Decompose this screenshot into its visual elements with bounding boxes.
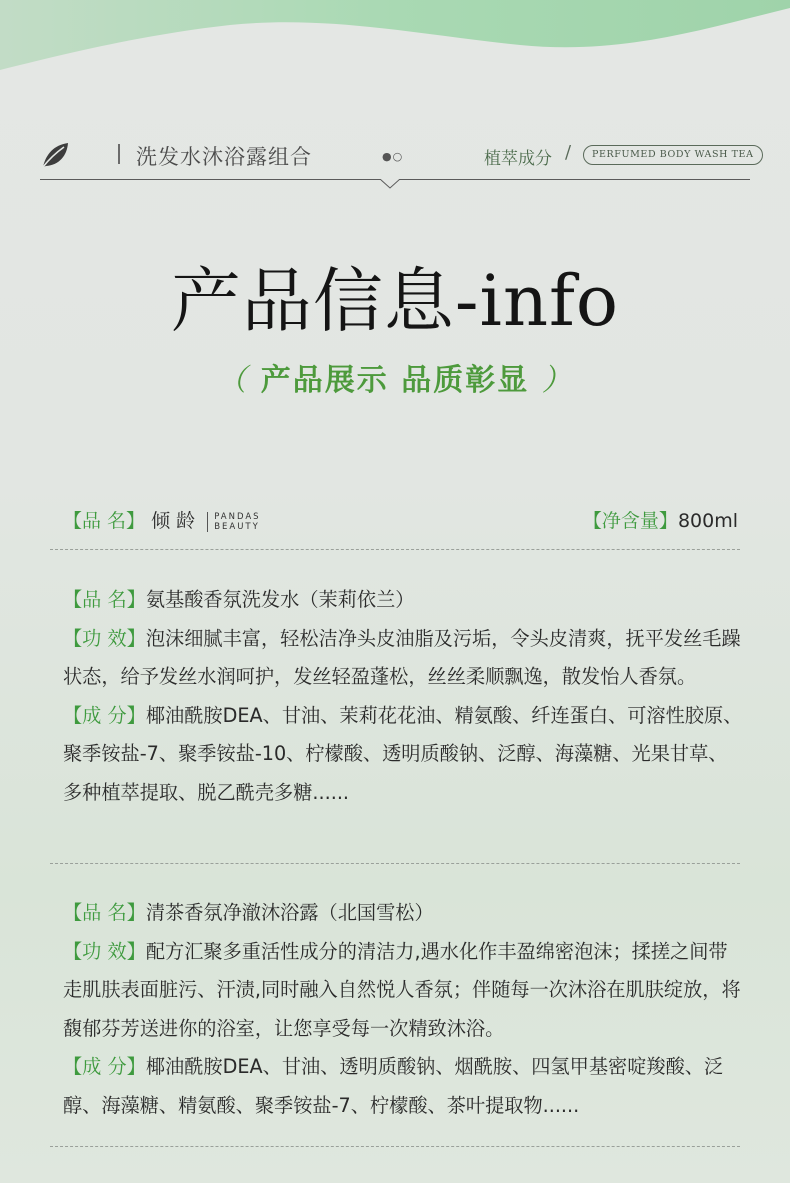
product-ingredients: 椰油酰胺DEA、甘油、茉莉花花油、精氨酸、纤连蛋白、可溶性胶原、聚季铵盐-7、聚季铵盐-10、柠檬酸、透明质酸钠、泛醇、海藻糖、光果甘草、多种植萃提取、脱乙酰壳多糖...... — [63, 703, 743, 804]
top-wave-decoration — [0, 0, 790, 80]
subtitle-open-paren: （ — [216, 363, 249, 398]
header-title: 洗发水沐浴露组合 — [136, 145, 312, 169]
product-block-bodywash — [63, 894, 743, 1125]
product-effect-label: 【功 效】 — [63, 939, 146, 963]
net-content — [583, 506, 738, 533]
product-name: 氨基酸香氛洗发水（茉莉依兰） — [145, 588, 415, 611]
brand-name: 倾 龄 — [151, 510, 196, 532]
header-separator — [118, 144, 120, 164]
header-slash: / — [565, 142, 572, 163]
product-effect: 泡沫细腻丰富，轻松洁净头皮油脂及污垢，令头皮清爽，抚平发丝毛躁状态，给予发丝水润呵护，发丝轻盈蓬松，丝丝柔顺飘逸，散发怡人香氛。 — [63, 626, 741, 688]
product-effect-label: 【功 效】 — [63, 626, 146, 650]
brand-en-line1: PANDAS — [214, 512, 261, 522]
header-notch — [380, 179, 400, 189]
leaf-icon — [40, 140, 70, 170]
product-effect: 配方汇聚多重活性成分的清洁力,遇水化作丰盈绵密泡沫；揉搓之间带走肌肤表面脏污、汗渍,同时融入自然悦人香氛；伴随每一次沐浴在肌肤绽放，将馥郁芬芳送进你的浴室，让您享受每一次精致沐浴。 — [63, 939, 741, 1040]
product-name-line — [63, 581, 743, 620]
divider-dashed — [50, 1146, 740, 1147]
net-content-value: 800ml — [677, 510, 738, 532]
product-effect-line — [63, 933, 743, 1049]
divider-dashed — [50, 863, 740, 864]
brand-logo-text — [207, 512, 260, 532]
product-ingredients-label: 【成 分】 — [63, 1055, 146, 1078]
page-subtitle — [0, 355, 790, 399]
product-ingredients-line — [63, 1048, 743, 1125]
divider-dashed — [50, 549, 740, 550]
header-bar — [40, 138, 754, 182]
page-title: 产品信息-info — [170, 260, 620, 342]
product-block-shampoo — [63, 581, 743, 812]
product-name-line — [63, 894, 743, 933]
subtitle-close-paren: ） — [541, 363, 574, 398]
brand-name-label: 【品 名】 — [63, 510, 146, 532]
product-name-label: 【品 名】 — [63, 588, 146, 611]
product-ingredients-line — [63, 697, 743, 813]
product-ingredients-label: 【成 分】 — [63, 703, 146, 727]
header-subtitle: 植萃成分 — [484, 149, 552, 169]
subtitle-text: 产品展示 品质彰显 — [260, 363, 530, 398]
product-ingredients: 椰油酰胺DEA、甘油、透明质酸钠、烟酰胺、四氢甲基密啶羧酸、泛醇、海藻糖、精氨酸、聚季铵盐-7、柠檬酸、茶叶提取物...... — [63, 1055, 724, 1117]
product-name-label: 【品 名】 — [63, 901, 146, 924]
brand-info-row — [63, 506, 738, 536]
product-effect-line — [63, 620, 743, 697]
brand-en-line2: BEAUTY — [214, 522, 260, 532]
net-content-label: 【净含量】 — [582, 510, 678, 532]
header-pill-tag: PERFUMED BODY WASH TEA — [583, 145, 763, 165]
product-name: 清茶香氛净澈沐浴露（北国雪松） — [145, 901, 434, 924]
header-dots: ●○ — [382, 150, 404, 163]
